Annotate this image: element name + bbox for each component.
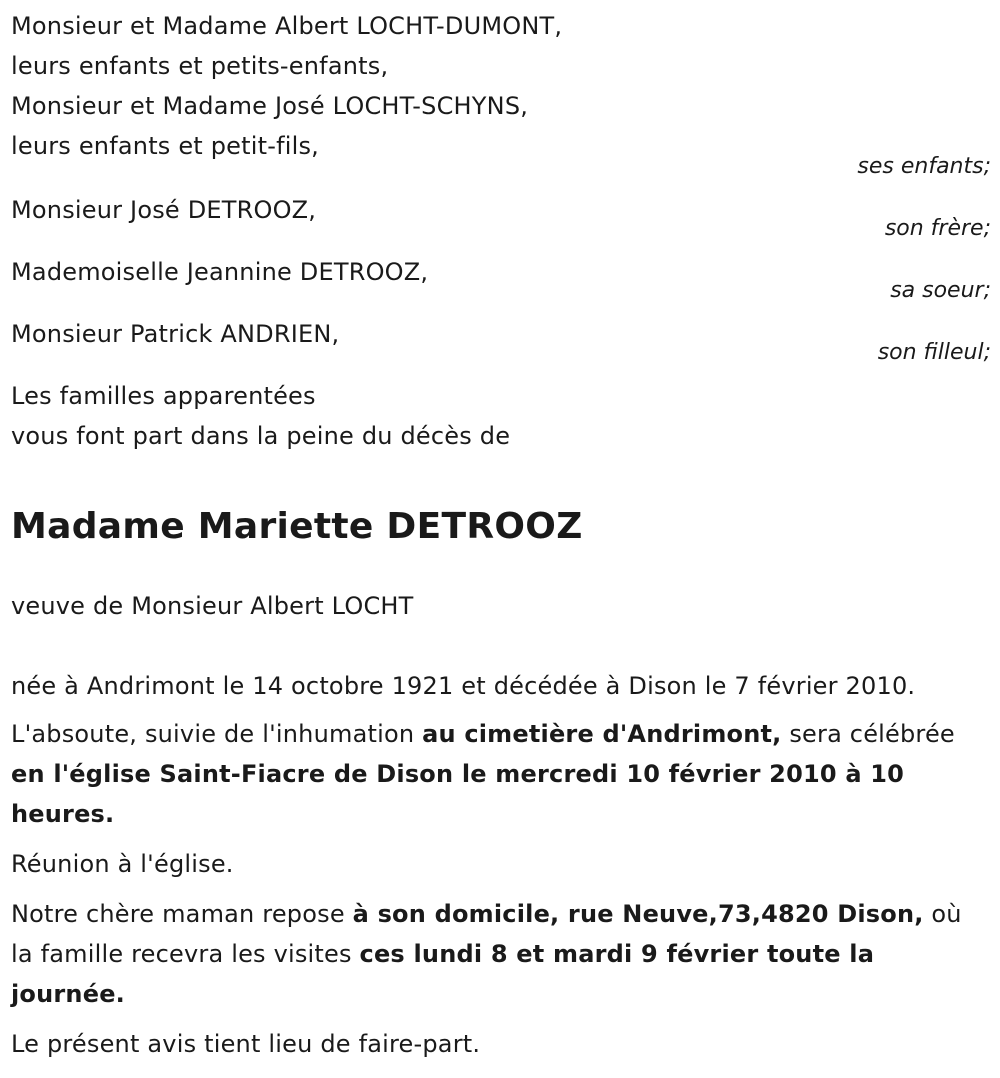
family-group-brother (11, 190, 991, 252)
family-group-godson (11, 314, 991, 376)
family-line: Mademoiselle Jeannine DETROOZ, (11, 258, 429, 286)
repose-bold: à son domicile, rue Neuve,73,4820 Dison, (352, 900, 924, 928)
repose-bold: ces lundi 8 et mardi 9 février toute la journée. (11, 940, 875, 1008)
repose-paragraph (11, 894, 986, 1014)
deceased-name: Madame Mariette DETROOZ (11, 506, 583, 547)
family-line: Monsieur et Madame José LOCHT-SCHYNS, (11, 92, 529, 120)
family-line: leurs enfants et petits-enfants, (11, 52, 389, 80)
absoute-text: sera célébrée (781, 720, 955, 748)
faire-part: Le présent avis tient lieu de faire-part. (11, 1030, 481, 1058)
relation-label: ses enfants; (857, 154, 991, 179)
relation-label: son filleul; (877, 340, 991, 365)
family-line: Monsieur et Madame Albert LOCHT-DUMONT, (11, 12, 563, 40)
absoute-bold: en l'église Saint-Fiacre de Dison le mercredi 10 février 2010 à 10 heures. (11, 760, 905, 828)
repose-text: Notre chère maman repose (11, 900, 353, 928)
reunion: Réunion à l'église. (11, 850, 234, 878)
family-group-children (11, 6, 991, 179)
family-line: Monsieur José DETROOZ, (11, 196, 317, 224)
closing-line: vous font part dans la peine du décès de (11, 422, 511, 450)
relation-label: sa soeur; (890, 278, 991, 303)
family-line: Monsieur Patrick ANDRIEN, (11, 320, 340, 348)
repose-text: où la famille recevra les visites (11, 900, 962, 968)
closing-intro (11, 376, 991, 456)
family-line: leurs enfants et petit-fils, (11, 132, 320, 160)
closing-line: Les familles apparentées (11, 382, 316, 410)
absoute-paragraph (11, 714, 986, 834)
obituary-notice (11, 6, 991, 1064)
birth-death: née à Andrimont le 14 octobre 1921 et décédée à Dison le 7 février 2010. (11, 672, 916, 700)
widow-of: veuve de Monsieur Albert LOCHT (11, 592, 414, 620)
absoute-text: L'absoute, suivie de l'inhumation (11, 720, 423, 748)
family-group-sister (11, 252, 991, 314)
absoute-bold: au cimetière d'Andrimont, (422, 720, 782, 748)
relation-label: son frère; (884, 216, 991, 241)
